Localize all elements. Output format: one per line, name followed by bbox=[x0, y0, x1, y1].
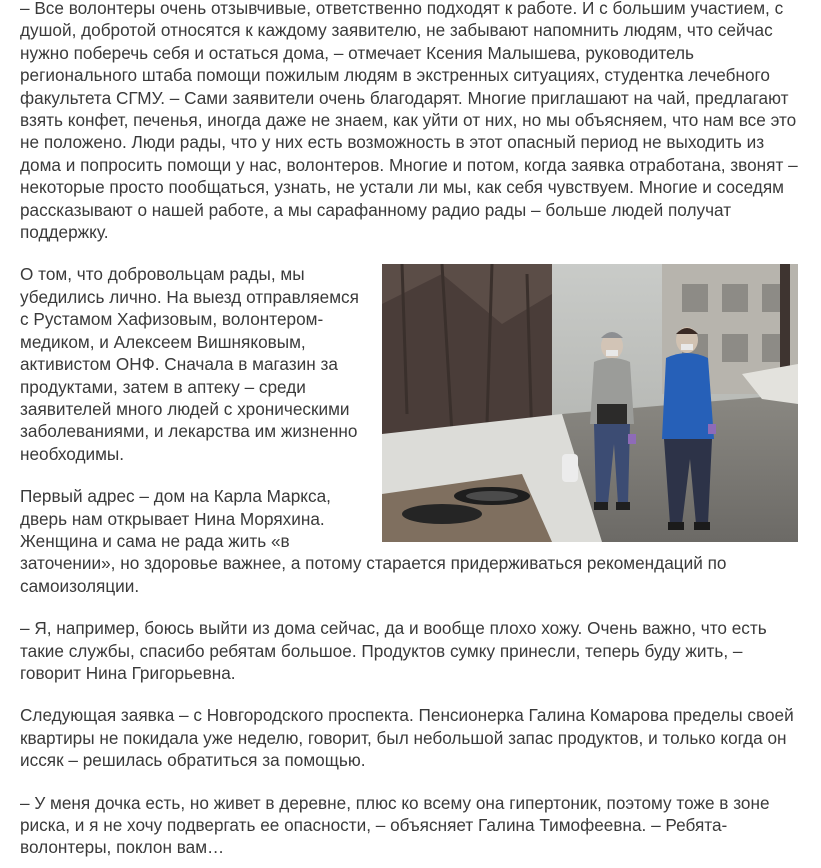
paragraph-6: – У меня дочка есть, но живет в деревне, плюс ко всему она гипертоник, поэтому тоже в зоне риска, и я не хочу подвергать ее опасности, – объясняет Галина Тимофеевна. – Ребята-волонтеры, поклон вам… bbox=[20, 792, 770, 858]
paragraph-1: – Все волонтеры очень отзывчивые, ответственно подходят к работе. И с большим участием, с душой, добротой относятся к каждому заявителю, не забывают напомнить людям, что сейчас нужно поберечь себя и остаться дома, – отмечает Ксения Малышева, руководитель регионального штаба помощи пожилым людям в экстренных ситуациях, студентка лечебного факультета СГМУ. – Сами заявители очень благодарят. Многие приглашают на чай, предлагают взять конфет, печенья, иногда даже не знаем, как уйти от них, но мы объясняем, что нам все это не положено. Люди рады, что у них есть возможность в этот опасный период не выходить из дома и попросить помощи у нас, волонтеров. Многие и потом, когда заявка отработана, звонят – некоторые просто пообщаться, узнать, не устали ли мы, как себя чувствуем. Многие и соседям рассказывают о нашей работе, а мы сарафанному радио рады – больше людей получат поддержку. bbox=[20, 0, 798, 243]
photo-illustration bbox=[382, 264, 798, 542]
volunteers-photo bbox=[382, 264, 798, 542]
paragraph-5: Следующая заявка – с Новгородского проспекта. Пенсионерка Галина Комарова пределы своей квартиры не покидала уже неделю, говорит, был небольшой запас продуктов, и только когда он иссяк – решилась обратиться за помощью. bbox=[20, 705, 794, 771]
article-body bbox=[20, 0, 798, 859]
paragraph-2: О том, что добровольцам рады, мы убедились лично. На выезд отправляемся с Рустамом Хафизовым, волонтером-медиком, и Алексеем Вишняковым, активистом ОНФ. Сначала в магазин за продуктами, затем в аптеку – среди заявителей много людей с хроническими заболеваниями, и лекарства им жизненно необходимы. bbox=[20, 264, 359, 464]
paragraph-4: – Я, например, боюсь выйти из дома сейчас, да и вообще плохо хожу. Очень важно, что есть такие службы, спасибо ребятам большое. Продуктов сумку принесли, теперь буду жить, – говорит Нина Григорьевна. bbox=[20, 618, 767, 683]
paragraph-3: Первый адрес – дом на Карла Маркса, дверь нам открывает Нина Моряхина. Женщина и сама не рада жить «в заточении», но здоровье важнее, а потому старается придерживаться рекомендаций по самоизоляции. bbox=[20, 486, 727, 596]
